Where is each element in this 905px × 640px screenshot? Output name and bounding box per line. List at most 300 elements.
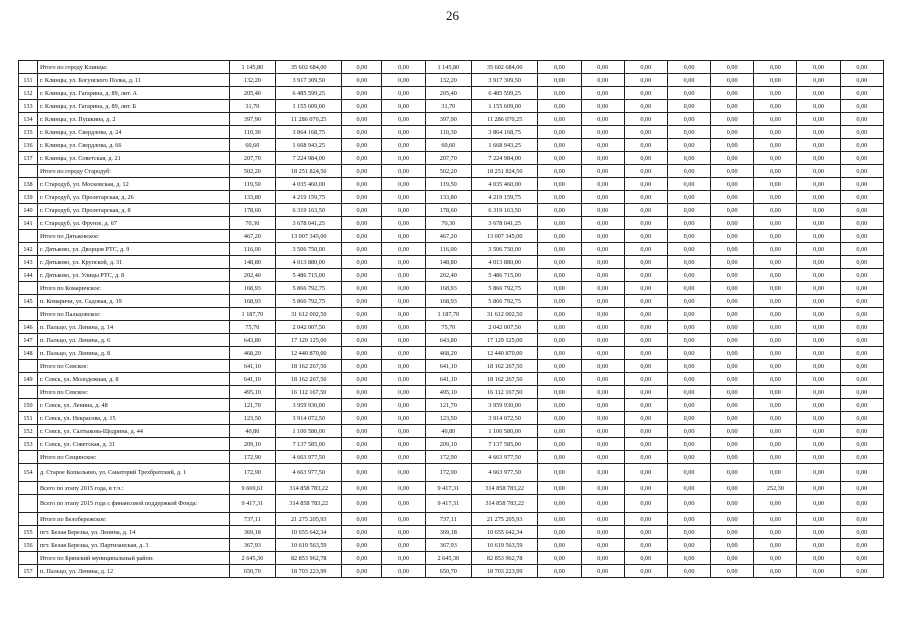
row-number: 153 [19,438,38,451]
row-address: г. Клинцы, ул. Пушкина, д. 2 [37,113,229,126]
cell-value: 0,00 [538,217,581,230]
cell-value: 82 853 962,78 [276,552,342,565]
cell-value: 0,00 [624,243,667,256]
cell-value: 0,00 [840,482,883,495]
cell-value: 0,00 [840,513,883,526]
row-number: 148 [19,347,38,360]
cell-value: 0,00 [711,386,754,399]
cell-value: 641,10 [229,373,275,386]
cell-value: 0,00 [538,256,581,269]
cell-value: 1 187,70 [229,308,275,321]
row-number: 151 [19,412,38,425]
cell-value: 4 035 460,00 [471,178,537,191]
row-address: г. Севск, ул. Салтыкова-Щедрина, д. 44 [37,425,229,438]
cell-value: 0,00 [342,126,382,139]
cell-value: 0,00 [840,464,883,482]
cell-value: 0,00 [667,256,710,269]
cell-value: 0,00 [840,61,883,74]
cell-value: 172,90 [229,464,275,482]
cell-value: 3 914 072,50 [471,412,537,425]
row-number [19,360,38,373]
cell-value: 7 224 984,00 [276,152,342,165]
cell-value: 0,00 [711,204,754,217]
cell-value: 0,00 [797,360,840,373]
row-address: пгт. Белая Березка, ул. Партизанская, д. 3 [37,539,229,552]
cell-value: 0,00 [797,243,840,256]
cell-value: 0,00 [382,139,425,152]
cell-value: 737,11 [425,513,471,526]
cell-value: 0,00 [754,464,797,482]
cell-value: 0,00 [754,126,797,139]
cell-value: 172,90 [229,451,275,464]
cell-value: 16 112 167,50 [276,386,342,399]
cell-value: 0,00 [624,360,667,373]
cell-value: 0,00 [538,178,581,191]
cell-value: 0,00 [538,100,581,113]
row-number [19,386,38,399]
cell-value: 314 858 783,22 [276,482,342,495]
cell-value: 0,00 [840,373,883,386]
cell-value: 202,40 [425,269,471,282]
cell-value: 3 917 309,50 [471,74,537,87]
cell-value: 0,00 [342,204,382,217]
cell-value: 0,00 [581,61,624,74]
cell-value: 0,00 [382,386,425,399]
cell-value: 0,00 [581,334,624,347]
cell-value: 0,00 [342,295,382,308]
cell-value: 0,00 [342,191,382,204]
cell-value: 0,00 [624,539,667,552]
cell-value: 0,00 [624,178,667,191]
cell-value: 133,80 [425,191,471,204]
cell-value: 0,00 [797,152,840,165]
table-row-subtotal [19,495,884,513]
cell-value: 0,00 [754,321,797,334]
cell-value: 0,00 [581,126,624,139]
cell-value: 0,00 [797,526,840,539]
row-address: г. Севск, ул. Советская, д. 31 [37,438,229,451]
cell-value: 0,00 [711,178,754,191]
cell-value: 0,00 [797,308,840,321]
cell-value: 0,00 [754,334,797,347]
row-address: г. Севск, ул. Ленина, д. 48 [37,399,229,412]
cell-value: 35 602 684,00 [471,61,537,74]
cell-value: 0,00 [754,513,797,526]
cell-value: 0,00 [754,243,797,256]
cell-value: 0,00 [342,495,382,513]
cell-value: 0,00 [667,61,710,74]
cell-value: 123,50 [425,412,471,425]
cell-value: 0,00 [581,178,624,191]
cell-value: 0,00 [624,126,667,139]
cell-value: 10 655 642,34 [471,526,537,539]
row-address: г. Дятьково, ул. Дворцов РТС, д. 9 [37,243,229,256]
cell-value: 0,00 [581,295,624,308]
cell-value: 468,20 [229,347,275,360]
cell-value: 0,00 [581,269,624,282]
cell-value: 0,00 [382,412,425,425]
table-row-subtotal [19,360,884,373]
cell-value: 0,00 [797,464,840,482]
row-number [19,61,38,74]
cell-value: 0,00 [382,61,425,74]
cell-value: 0,00 [711,87,754,100]
cell-value: 0,00 [667,204,710,217]
table-row [19,334,884,347]
cell-value: 9 417,31 [229,495,275,513]
cell-value: 0,00 [538,152,581,165]
cell-value: 0,00 [342,165,382,178]
row-number [19,451,38,464]
cell-value: 121,70 [425,399,471,412]
cell-value: 0,00 [711,165,754,178]
table-row [19,178,884,191]
cell-value: 0,00 [667,526,710,539]
table-row-subtotal [19,482,884,495]
cell-value: 168,93 [425,282,471,295]
cell-value: 0,00 [342,438,382,451]
cell-value: 4 219 159,75 [471,191,537,204]
cell-value: 0,00 [624,526,667,539]
cell-value: 0,00 [382,191,425,204]
cell-value: 4 663 977,50 [471,451,537,464]
cell-value: 18 162 267,50 [471,360,537,373]
cell-value: 0,00 [711,113,754,126]
cell-value: 0,00 [581,412,624,425]
cell-value: 0,00 [711,269,754,282]
cell-value: 3 864 168,75 [471,126,537,139]
cell-value: 0,00 [581,282,624,295]
cell-value: 0,00 [624,565,667,578]
cell-value: 0,00 [624,217,667,230]
cell-value: 12 440 870,00 [471,347,537,360]
cell-value: 0,00 [342,412,382,425]
cell-value: 172,90 [425,464,471,482]
cell-value: 0,00 [667,464,710,482]
cell-value: 367,93 [425,539,471,552]
row-number: 147 [19,334,38,347]
cell-value: 3 959 930,00 [471,399,537,412]
cell-value: 1 187,70 [425,308,471,321]
row-address: п. Пальцо, ул. Ленина, д. 14 [37,321,229,334]
cell-value: 0,00 [667,100,710,113]
cell-value: 0,00 [382,399,425,412]
cell-value: 0,00 [711,126,754,139]
row-number: 139 [19,191,38,204]
row-address: г. Клинцы, ул. Гагарина, д. 89, лит. А [37,87,229,100]
cell-value: 0,00 [581,152,624,165]
cell-value: 0,00 [840,165,883,178]
cell-value: 0,00 [624,87,667,100]
table-row [19,321,884,334]
cell-value: 0,00 [754,399,797,412]
cell-value: 4 219 159,75 [276,191,342,204]
cell-value: 0,00 [624,373,667,386]
cell-value: 0,00 [624,412,667,425]
cell-value: 0,00 [840,87,883,100]
cell-value: 0,00 [797,399,840,412]
row-number: 140 [19,204,38,217]
cell-value: 0,00 [754,360,797,373]
cell-value: 0,00 [797,438,840,451]
table-row [19,256,884,269]
cell-value: 737,11 [229,513,275,526]
cell-value: 0,00 [840,178,883,191]
cell-value: 0,00 [797,552,840,565]
row-address: Итого по Дятьковское: [37,230,229,243]
cell-value: 0,00 [840,191,883,204]
cell-value: 1 155 609,00 [276,100,342,113]
cell-value: 40,80 [229,425,275,438]
cell-value: 0,00 [840,539,883,552]
row-number: 146 [19,321,38,334]
cell-value: 40,80 [425,425,471,438]
cell-value: 0,00 [840,230,883,243]
row-number: 136 [19,139,38,152]
cell-value: 0,00 [538,230,581,243]
cell-value: 0,00 [581,513,624,526]
cell-value: 5 866 792,75 [471,282,537,295]
cell-value: 209,10 [229,438,275,451]
cell-value: 0,00 [342,74,382,87]
cell-value: 0,00 [624,295,667,308]
cell-value: 0,00 [538,269,581,282]
cell-value: 0,00 [840,256,883,269]
cell-value: 0,00 [382,495,425,513]
cell-value: 0,00 [342,61,382,74]
cell-value: 0,00 [797,295,840,308]
cell-value: 0,00 [382,425,425,438]
cell-value: 82 853 962,78 [471,552,537,565]
cell-value: 0,00 [667,308,710,321]
cell-value: 0,00 [342,386,382,399]
cell-value: 0,00 [840,451,883,464]
cell-value: 0,00 [538,334,581,347]
row-number: 138 [19,178,38,191]
cell-value: 0,00 [711,526,754,539]
cell-value: 2 645,30 [229,552,275,565]
cell-value: 0,00 [797,74,840,87]
cell-value: 0,00 [581,386,624,399]
cell-value: 0,00 [382,230,425,243]
cell-value: 0,00 [754,100,797,113]
table-row [19,412,884,425]
cell-value: 0,00 [624,139,667,152]
cell-value: 0,00 [581,495,624,513]
row-address: п. Пальцо, ул. Ленина, д. 8 [37,347,229,360]
cell-value: 0,00 [382,565,425,578]
cell-value: 0,00 [797,347,840,360]
cell-value: 467,20 [425,230,471,243]
cell-value: 0,00 [342,282,382,295]
cell-value: 0,00 [624,425,667,438]
cell-value: 0,00 [797,230,840,243]
cell-value: 123,50 [229,412,275,425]
cell-value: 0,00 [667,74,710,87]
cell-value: 0,00 [754,230,797,243]
cell-value: 1 100 580,00 [276,425,342,438]
cell-value: 0,00 [667,126,710,139]
cell-value: 31,70 [229,100,275,113]
cell-value: 0,00 [538,425,581,438]
cell-value: 0,00 [840,308,883,321]
cell-value: 0,00 [667,360,710,373]
cell-value: 0,00 [754,204,797,217]
cell-value: 314 858 783,22 [471,482,537,495]
cell-value: 502,20 [229,165,275,178]
cell-value: 0,00 [754,87,797,100]
row-address: Итого по Брянский муниципальный район: [37,552,229,565]
cell-value: 1 155 609,00 [471,100,537,113]
row-number [19,495,38,513]
cell-value: 0,00 [538,513,581,526]
cell-value: 110,30 [229,126,275,139]
cell-value: 643,80 [229,334,275,347]
cell-value: 18 162 267,50 [471,373,537,386]
cell-value: 0,00 [667,412,710,425]
cell-value: 641,10 [229,360,275,373]
row-address: Итого по Севское: [37,386,229,399]
cell-value: 0,00 [840,152,883,165]
cell-value: 0,00 [538,360,581,373]
cell-value: 0,00 [342,217,382,230]
cell-value: 0,00 [754,74,797,87]
cell-value: 0,00 [754,565,797,578]
cell-value: 0,00 [581,482,624,495]
row-address: п. Пальцо, ул. Ленина, д. 12 [37,565,229,578]
cell-value: 17 129 125,00 [276,334,342,347]
cell-value: 0,00 [667,373,710,386]
cell-value: 35 602 684,00 [276,61,342,74]
cell-value: 6 319 163,50 [276,204,342,217]
cell-value: 0,00 [581,100,624,113]
cell-value: 18 162 267,50 [276,360,342,373]
cell-value: 0,00 [840,360,883,373]
row-address: Итого по Белобережское: [37,513,229,526]
cell-value: 0,00 [624,269,667,282]
cell-value: 7 137 585,00 [471,438,537,451]
row-address: Всего по этапу 2015 года с финансовой поддержкой Фонда: [37,495,229,513]
cell-value: 209,10 [425,438,471,451]
cell-value: 0,00 [382,74,425,87]
cell-value: 4 035 460,00 [276,178,342,191]
cell-value: 0,00 [624,386,667,399]
row-address: г. Дятьково, ул. Крупской, д. 31 [37,256,229,269]
cell-value: 0,00 [754,347,797,360]
row-address: п. Комаричи, ул. Садовая, д. 19 [37,295,229,308]
cell-value: 0,00 [797,282,840,295]
cell-value: 4 663 977,50 [276,464,342,482]
cell-value: 1 100 580,00 [471,425,537,438]
cell-value: 0,00 [342,360,382,373]
cell-value: 0,00 [581,204,624,217]
cell-value: 0,00 [342,100,382,113]
cell-value: 0,00 [538,87,581,100]
table-row [19,373,884,386]
cell-value: 0,00 [840,334,883,347]
cell-value: 0,00 [754,217,797,230]
cell-value: 0,00 [581,217,624,230]
cell-value: 0,00 [840,217,883,230]
cell-value: 0,00 [711,217,754,230]
cell-value: 17 129 125,00 [471,334,537,347]
table-row [19,217,884,230]
cell-value: 0,00 [667,243,710,256]
cell-value: 0,00 [342,178,382,191]
cell-value: 0,00 [624,61,667,74]
cell-value: 0,00 [667,334,710,347]
cell-value: 5 866 792,75 [276,295,342,308]
cell-value: 0,00 [624,495,667,513]
cell-value: 0,00 [797,165,840,178]
cell-value: 397,90 [425,113,471,126]
cell-value: 641,10 [425,373,471,386]
cell-value: 0,00 [581,373,624,386]
cell-value: 0,00 [797,113,840,126]
cell-value: 0,00 [581,464,624,482]
cell-value: 0,00 [711,482,754,495]
cell-value: 0,00 [667,230,710,243]
cell-value: 0,00 [667,399,710,412]
row-number: 134 [19,113,38,126]
cell-value: 0,00 [581,399,624,412]
cell-value: 0,00 [797,139,840,152]
page-number: 26 [446,8,459,23]
cell-value: 0,00 [538,191,581,204]
cell-value: 3 959 930,00 [276,399,342,412]
cell-value: 21 275 205,93 [276,513,342,526]
cell-value: 0,00 [797,412,840,425]
cell-value: 0,00 [840,347,883,360]
cell-value: 0,00 [624,308,667,321]
cell-value: 0,00 [581,347,624,360]
cell-value: 468,20 [425,347,471,360]
table-row [19,269,884,282]
table-row [19,87,884,100]
table-row [19,204,884,217]
cell-value: 9 669,61 [229,482,275,495]
cell-value: 0,00 [711,295,754,308]
cell-value: 0,00 [382,513,425,526]
cell-value: 0,00 [667,282,710,295]
cell-value: 0,00 [624,191,667,204]
cell-value: 0,00 [754,269,797,282]
cell-value: 0,00 [797,539,840,552]
cell-value: 0,00 [667,217,710,230]
cell-value: 0,00 [581,139,624,152]
cell-value: 0,00 [382,526,425,539]
cell-value: 0,00 [754,178,797,191]
cell-value: 0,00 [382,269,425,282]
row-number: 144 [19,269,38,282]
cell-value: 31 612 002,50 [471,308,537,321]
cell-value: 0,00 [382,334,425,347]
cell-value: 0,00 [797,100,840,113]
row-number: 143 [19,256,38,269]
cell-value: 0,00 [797,126,840,139]
cell-value: 10 655 642,34 [276,526,342,539]
cell-value: 0,00 [342,243,382,256]
cell-value: 0,00 [711,100,754,113]
cell-value: 0,00 [624,513,667,526]
cell-value: 116,00 [229,243,275,256]
cell-value: 202,40 [229,269,275,282]
cell-value: 133,80 [229,191,275,204]
cell-value: 0,00 [667,495,710,513]
cell-value: 0,00 [754,308,797,321]
cell-value: 0,00 [382,438,425,451]
cell-value: 207,70 [425,152,471,165]
